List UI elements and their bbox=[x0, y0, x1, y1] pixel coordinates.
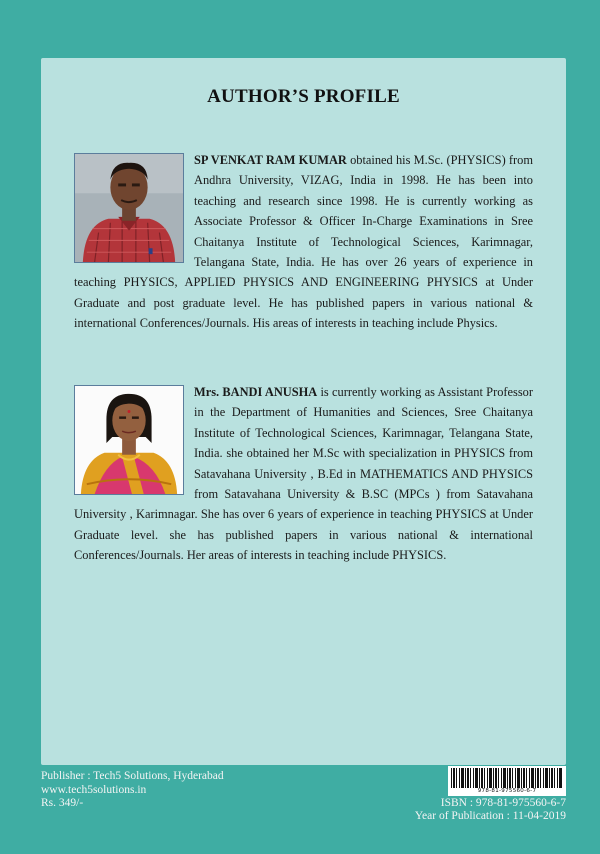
publisher-name: Publisher : Tech5 Solutions, Hyderabad bbox=[41, 770, 224, 782]
price: Rs. 349/- bbox=[41, 797, 84, 809]
author-name-1: SP VENKAT RAM KUMAR bbox=[194, 153, 347, 167]
author-bio-text-1: obtained his M.Sc. (PHYSICS) from Andhra University, VIZAG, India in 1998. He has been into teaching and research since 1998. He is currently working as Associate Professor & Officer In-Charge Examinations in Sree Chaitanya Institute of Technological Sciences, Karimnagar, Telangana State, India. He has over 26 years of experience in teaching PHYSICS, APPLIED PHYSICS AND ENGINEERING PHYSICS at Under Graduate and post graduate level. He has published papers in various national & international Conferences/Journals. His areas of interests in teaching include Physics. bbox=[74, 153, 533, 331]
barcode-bars bbox=[451, 768, 563, 788]
barcode-number: 978-81-975560-6-7 bbox=[477, 788, 537, 794]
author-bio-text-2: is currently working as Assistant Professor in the Department of Humanities and Sciences, Sree Chaitanya Institute of Technological Sciences, Karimnagar, Telangana State, India. she obtained her M.Sc with specialization in PHYSICS from Satavahana University , B.Ed in MATHEMATICS AND PHYSICS from Satavahana University & B.SC (MPCs ) from Satavahana University , Karimnagar. She has over 6 years of experience in teaching PHYSICS at Under Graduate level. she has published papers in various national & international Conferences/Journals. Her areas of interests in teaching include PHYSICS. bbox=[74, 385, 533, 563]
author-photo-2 bbox=[74, 385, 184, 495]
author-bio-2 bbox=[74, 382, 533, 566]
publisher-website: www.tech5solutions.in bbox=[41, 783, 147, 796]
year-of-publication: Year of Publication : 11-04-2019 bbox=[414, 810, 566, 822]
author-portrait-female bbox=[75, 386, 183, 494]
profile-panel bbox=[41, 58, 566, 765]
author-name-2: Mrs. BANDI ANUSHA bbox=[194, 385, 318, 399]
isbn-text: ISBN : 978-81-975560-6-7 bbox=[440, 796, 566, 809]
author-portrait-male bbox=[75, 154, 183, 262]
author-photo-1 bbox=[74, 153, 184, 263]
isbn-block bbox=[415, 766, 566, 824]
isbn-barcode bbox=[448, 766, 566, 796]
publisher-info bbox=[41, 770, 224, 811]
author-bio-1 bbox=[74, 150, 533, 334]
page-title: AUTHOR’S PROFILE bbox=[207, 86, 400, 107]
